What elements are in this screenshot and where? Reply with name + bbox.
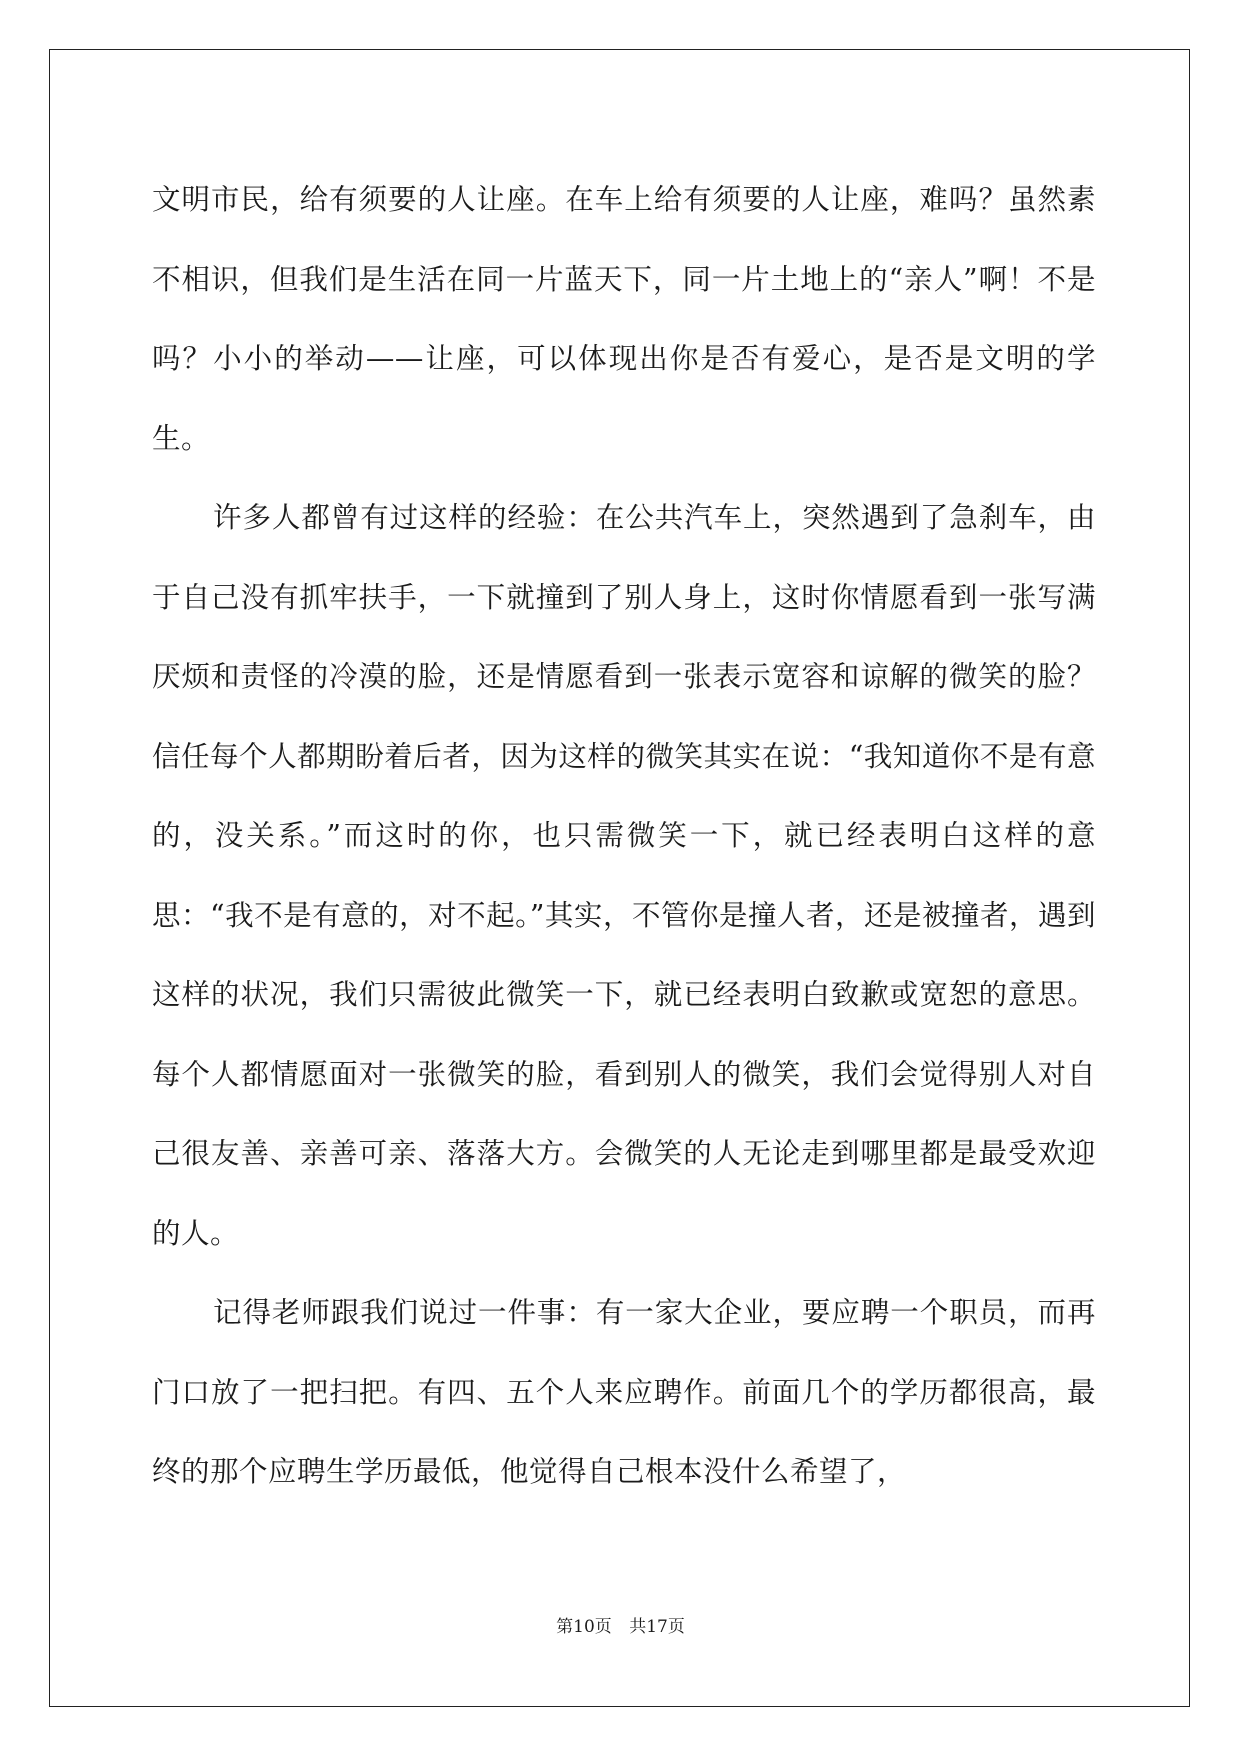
page-number-current: 第10页 [556,1617,612,1637]
paragraph-3: 记得老师跟我们说过一件事：有一家大企业，要应聘一个职员，而再门口放了一把扫把。有四、五个人来应聘作。前面几个的学历都很高，最终的那个应聘生学历最低，他觉得自己根本没什么希望了， [152,1296,1096,1488]
paragraph-1: 文明市民，给有须要的人让座。在车上给有须要的人让座，难吗？虽然素不相识，但我们是生活在同一片蓝天下，同一片土地上的“亲人”啊！不是吗？小小的举动——让座，可以体现出你是否有爱心，是否是文明的学生。 [152,183,1096,455]
page-number-total: 共17页 [629,1617,685,1637]
document-body [152,160,1096,1512]
page-footer [0,1612,1241,1637]
paragraph-2: 许多人都曾有过这样的经验：在公共汽车上，突然遇到了急刹车，由于自己没有抓牢扶手，一下就撞到了别人身上，这时你情愿看到一张写满厌烦和责怪的冷漠的脸，还是情愿看到一张表示宽容和谅解的微笑的脸？信任每个人都期盼着后者，因为这样的微笑其实在说：“我知道你不是有意的，没关系。”而这时的你，也只需微笑一下，就已经表明白这样的意思：“我不是有意的，对不起。”其实，不管你是撞人者，还是被撞者，遇到这样的状况，我们只需彼此微笑一下，就已经表明白致歉或宽恕的意思。每个人都情愿面对一张微笑的脸，看到别人的微笑，我们会觉得别人对自己很友善、亲善可亲、落落大方。会微笑的人无论走到哪里都是最受欢迎的人。 [152,501,1096,1250]
